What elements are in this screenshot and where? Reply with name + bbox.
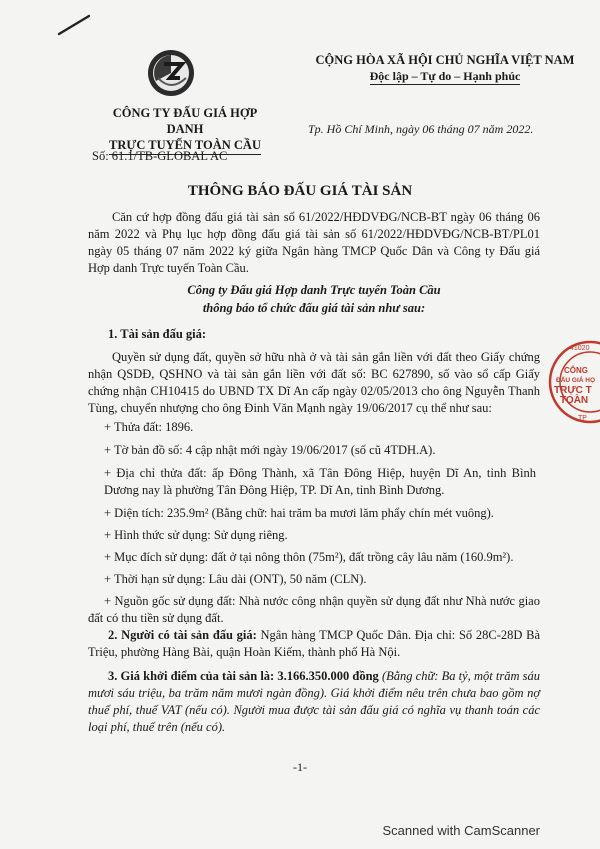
company-name-line2: TRỰC TUYẾN TOÀN CẦU — [109, 137, 261, 155]
section3-heading: 3. Giá khởi điểm của tài sản là: 3.166.350.000 đồng — [108, 669, 379, 683]
company-name — [95, 105, 275, 155]
scanner-watermark: Scanned with CamScanner — [382, 823, 540, 838]
svg-text:41020: 41020 — [570, 345, 590, 352]
section2-heading: 2. Người có tài sản đấu giá: — [108, 628, 257, 642]
section1-body: Quyền sử dụng đất, quyền sở hữu nhà ở và tài sản gắn liền với đất theo Giấy chứng nhận QSDĐ, QSHNO và tài sản gắn liền với đất số: BC 627890, số vào sổ cấp Giấy chứng nhận CH10415 do UBND TX Dĩ An cấp ngày 02/05/2013 cho ông Nguyễn Thanh Tùng, chuyển nhượng cho ông Đinh Văn Mạnh ngày 19/06/2017 cụ thể như sau: — [88, 350, 540, 415]
section1-heading: 1. Tài sản đấu giá: — [108, 327, 207, 341]
national-header — [300, 52, 590, 84]
section3 — [88, 668, 540, 736]
list-item: + Thửa đất: 1896. — [104, 420, 194, 434]
page-number: -1- — [293, 760, 307, 774]
list-item: + Diện tích: 235.9m² (Bằng chữ: hai trăm ba mươi lăm phẩy chín mét vuông). — [104, 506, 494, 520]
svg-text:TOÀN: TOÀN — [560, 395, 589, 406]
list-item: + Thời hạn sử dụng: Lâu dài (ONT), 50 năm (CLN). — [104, 572, 367, 586]
svg-text:TRỰC T: TRỰC T — [554, 385, 592, 396]
svg-text:TP: TP — [578, 415, 587, 422]
intro-paragraph: Căn cứ hợp đồng đấu giá tài sản số 61/2022/HĐDVĐG/NCB-BT ngày 06 tháng 06 năm 2022 và Phụ lục hợp đồng đấu giá tài sản số 61/2022/HĐDVĐG/NCB-BT/PL01 ngày 05 tháng 07 năm 2022 ký giữa Ngân hàng TMCP Quốc Dân và Công ty Đấu giá Hợp danh Trực tuyến Toàn Cầu. — [88, 210, 540, 275]
announce-line-1: Công ty Đấu giá Hợp danh Trực tuyến Toàn Cầu — [187, 283, 441, 297]
list-item: + Hình thức sử dụng: Sử dụng riêng. — [104, 528, 288, 542]
svg-text:ĐẤU GIÁ HỌ: ĐẤU GIÁ HỌ — [556, 377, 595, 384]
list-item: + Mục đích sử dụng: đất ở tại nông thôn (75m²), đất trồng cây lâu năm (160.9m²). — [104, 550, 514, 564]
document-date: Tp. Hồ Chí Minh, ngày 06 tháng 07 năm 2022. — [308, 122, 534, 136]
list-item: + Địa chỉ thửa đất: ấp Đông Thành, xã Tân Đông Hiệp, huyện Dĩ An, tỉnh Bình Dương nay là phường Tân Đông Hiệp, TP. Dĩ An, tỉnh Bình Dương. — [104, 466, 536, 497]
national-motto: Độc lập – Tự do – Hạnh phúc — [369, 69, 521, 83]
list-item: + Nguồn gốc sử dụng đất: Nhà nước công nhận quyền sử dụng đất như Nhà nước giao đất có thu tiền sử dụng đất. — [88, 594, 540, 625]
nation-name: CỘNG HÒA XÃ HỘI CHỦ NGHĨA VIỆT NAM — [315, 53, 575, 67]
company-name-line1: CÔNG TY ĐẤU GIÁ HỢP DANH — [112, 106, 258, 136]
page-title: THÔNG BÁO ĐẤU GIÁ TÀI SẢN — [187, 183, 413, 199]
document-number: Số: 61.1/TB-GLOBAL AC — [92, 149, 228, 163]
section2 — [88, 627, 540, 661]
company-stamp-icon — [548, 340, 600, 424]
section3-body: (Bằng chữ: Ba tỷ, một trăm sáu mươi sáu triệu, ba trăm năm mươi ngàn đồng). Giá khởi điểm nêu trên chưa bao gồm nợ thuế phí, thuế VAT (nếu có). Người mua được tài sản đấu giá có nghĩa vụ thanh toán các loại phí, thuế trên (nếu có). — [88, 669, 540, 734]
list-item: + Tờ bản đồ số: 4 cập nhật mới ngày 19/06/2017 (số cũ 4TDH.A). — [104, 443, 436, 457]
pen-mark — [57, 12, 91, 36]
section2-body: Ngân hàng TMCP Quốc Dân. Địa chỉ: Số 28C-28D Bà Triệu, phường Hàng Bài, quận Hoàn Kiếm, thành phố Hà Nội. — [88, 628, 540, 659]
svg-text:CÔNG: CÔNG — [564, 366, 588, 375]
announce-line-2: thông báo tổ chức đấu giá tài sản như sau: — [202, 301, 426, 315]
company-logo-icon — [146, 48, 196, 98]
